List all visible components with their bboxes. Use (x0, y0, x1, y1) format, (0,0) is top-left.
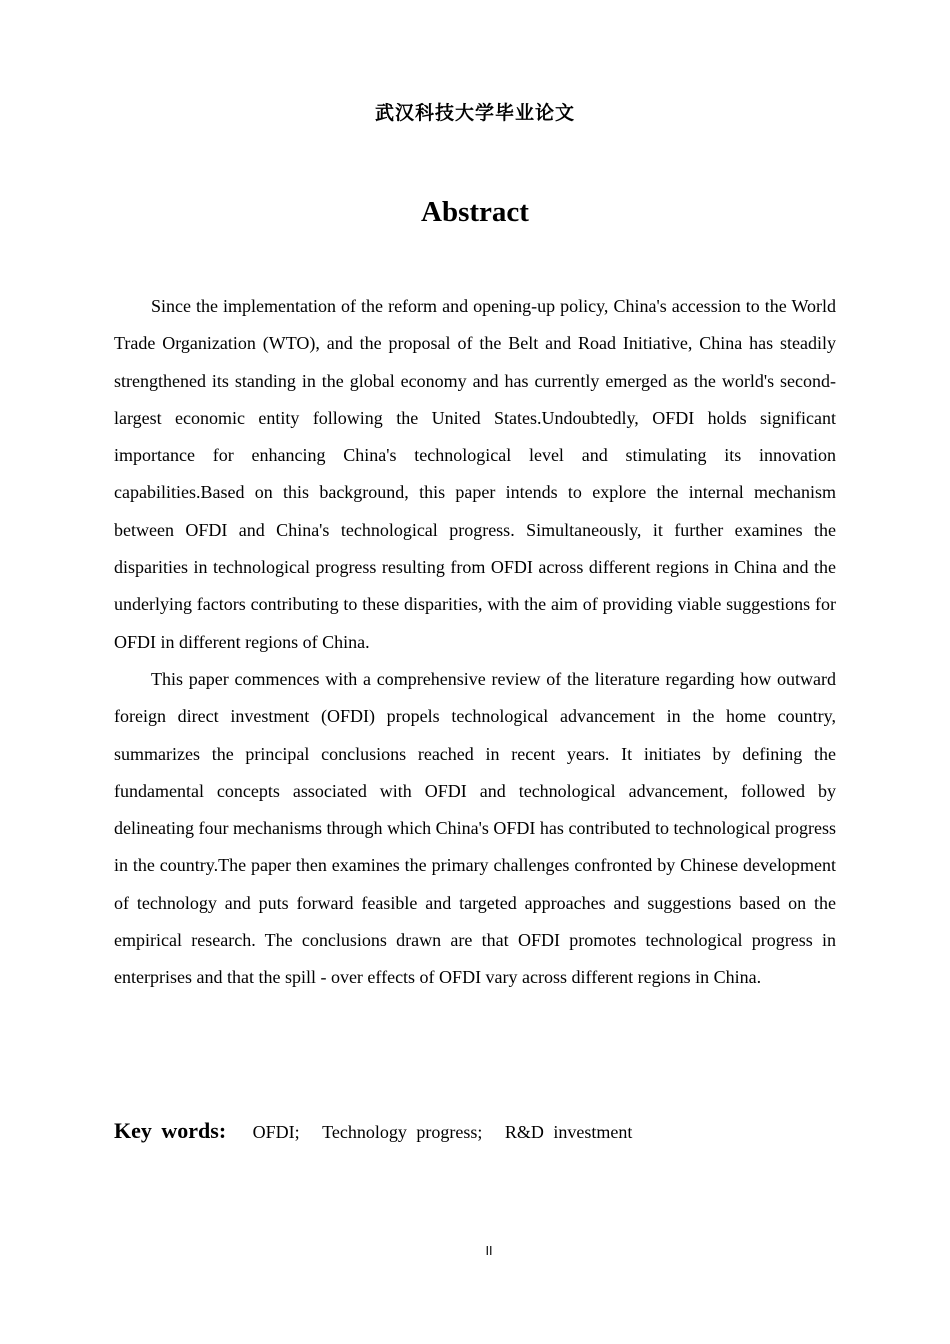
abstract-paragraph-2: This paper commences with a comprehensive review of the literature regarding how outward foreign direct investment (OFDI) propels technological advancement in the home country, summarizes the principal conclusions reached in recent years. It initiates by defining the fundamental concepts associated with OFDI and technological advancement, followed by delineating four mechanisms through which China's OFDI has contributed to technological progress in the country.The paper then examines the primary challenges confronted by Chinese development of technology and puts forward feasible and targeted approaches and suggestions based on the empirical research. The conclusions drawn are that OFDI promotes technological progress in enterprises and that the spill - over effects of OFDI vary across different regions in China. (114, 668, 836, 988)
keywords-label: Key words: (114, 1118, 227, 1143)
abstract-title: Abstract (421, 196, 529, 228)
abstract-body (114, 288, 836, 997)
thesis-header: 武汉科技大学毕业论文 (374, 102, 575, 124)
abstract-paragraph-1: Since the implementation of the reform and opening-up policy, China's accession to the World Trade Organization (WTO), and the proposal of the Belt and Road Initiative, China has steadily strengthened its standing in the global economy and has currently emerged as the world's second-largest economic entity following the United States.Undoubtedly, OFDI holds significant importance for enhancing China's technological level and stimulating its innovation capabilities.Based on this background, this paper intends to explore the internal mechanism between OFDI and China's technological progress. Simultaneously, it further examines the disparities in technological progress resulting from OFDI across different regions in China and the underlying factors contributing to these disparities, with the aim of providing viable suggestions for OFDI in different regions of China. (114, 296, 836, 652)
keyword-item: R&D investment (504, 1122, 633, 1142)
keywords-line (114, 1118, 836, 1144)
keyword-item: Technology progress; (322, 1122, 483, 1142)
page-number: II (485, 1244, 493, 1258)
keyword-item: OFDI; (252, 1122, 300, 1142)
